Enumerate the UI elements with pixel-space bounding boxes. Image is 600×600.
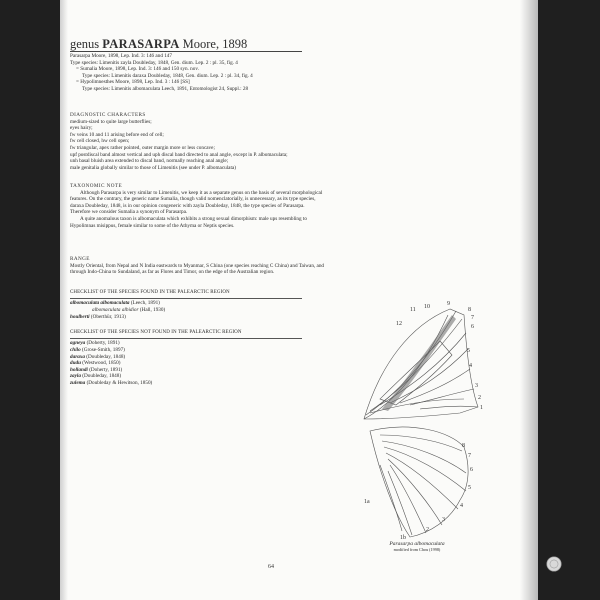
figure-credit: modified from Chou (1998) xyxy=(393,547,441,552)
page-edge-shadow xyxy=(520,0,538,600)
range-line: Mostly Oriental, from Nepal and N India eastwards to Myanmar, S China (one species reaching C China) and Taiwan, and xyxy=(70,262,325,269)
forewing-vein-label: 12 xyxy=(396,321,402,327)
diagnostic-section xyxy=(70,112,288,171)
forewing-vein-label: 11 xyxy=(410,307,416,313)
hindwing-vein-label: 8 xyxy=(462,443,465,449)
section-heading: RANGE xyxy=(70,256,90,262)
hindwing-vein-label: 7 xyxy=(468,453,471,459)
corner-stamp-icon xyxy=(545,555,563,573)
hindwing-vein-label: 4 xyxy=(460,503,463,509)
forewing-vein-label: 3 xyxy=(475,383,478,389)
genus-word: genus xyxy=(70,37,100,51)
section-heading: DIAGNOSTIC CHARACTERS xyxy=(70,112,146,118)
hindwing-vein-label: 1b xyxy=(400,535,406,541)
taxonomic-line: A quite anomalous taxon is albomaculata which exhibits a strong sexual dimorphism: male ups resembling to xyxy=(80,215,307,222)
genus-heading xyxy=(70,37,247,51)
hindwing-vein-label: 3 xyxy=(442,517,445,523)
heading-rule xyxy=(70,51,302,52)
forewing-vein-label: 6 xyxy=(471,324,474,330)
checklist-non-palearctic xyxy=(70,330,302,387)
forewing-vein-label: 7 xyxy=(471,315,474,321)
species-entry: albomaculata albomaculata (Leech, 1891) xyxy=(70,300,160,307)
species-entry: houlberti (Oberthür, 1913) xyxy=(70,313,126,320)
hindwing-vein-label: 1a xyxy=(364,499,370,505)
figure-caption-title: Parasarpa albomaculata xyxy=(389,541,445,547)
species-entry: chilo (Grose-Smith, 1897) xyxy=(70,346,125,353)
forewing-vein-label: 5 xyxy=(467,348,470,354)
species-entry: dudu (Westwood, 1850) xyxy=(70,360,121,367)
taxonomic-line: Although Parasarpa is very similar to Limenitis, we keep it as a separate genus on the basis of several morphological xyxy=(80,189,323,196)
forewing-vein-label: 2 xyxy=(478,395,481,401)
diagnostic-line: fw cell closed, hw cell open; xyxy=(70,138,130,145)
hindwing-outline xyxy=(370,427,468,537)
taxonomic-line: Hypolimnas misippus, female similar to some of the Athyma or Neptis species. xyxy=(70,222,235,229)
species-entry: hollandi (Doherty, 1891) xyxy=(70,366,123,373)
taxonomic-line: features. On the contrary, the generic name Sumalia, though valid nomenclatorially, is unnecessary, as its type species, xyxy=(70,196,316,203)
page-gutter-shadow xyxy=(60,0,68,600)
species-entry: agneya (Doherty, 1891) xyxy=(70,340,120,347)
species-entry: daraxa (Doubleday, 1848) xyxy=(70,353,126,360)
diagnostic-line: male genitalia globally similar to those of Limenitis (see under P. albomaculata) xyxy=(70,164,236,171)
diagnostic-line: eyes hairy; xyxy=(70,125,93,132)
genus-name: PARASARPA xyxy=(102,37,180,51)
range-section xyxy=(70,256,324,276)
hindwing-vein-label: 2 xyxy=(426,527,429,533)
species-entry: zayla (Doubleday, 1848) xyxy=(70,373,122,380)
checklist-palearctic xyxy=(70,290,302,320)
synonymy-block xyxy=(70,53,253,93)
synonymy-line: Type species: Limenitis albomaculata Leech, 1891, Entomologist 24, Suppl.: 28 xyxy=(82,85,249,92)
figure-caption xyxy=(362,541,472,552)
forewing-vein-label: 8 xyxy=(468,307,471,313)
diagnostic-line: fw triangular, apex rather pointed, outer margin more or less concave; xyxy=(70,144,215,151)
synonymy-line: = Hypolimnesthes Moore, 1898, Lep. Ind. 3 : 146 [SS] xyxy=(76,79,190,86)
species-entry: albomaculata albidior (Hall, 1930) xyxy=(92,306,166,313)
checklist-heading: CHECKLIST OF THE SPECIES NOT FOUND IN THE PALEARCTIC REGION xyxy=(70,330,242,335)
diagnostic-line: unh basal bluish area extended to discal band, normally reaching anal angle; xyxy=(70,158,229,165)
synonymy-line: Type species: Limenitis daraxa Doubleday, 1848, Gen. dium. Lep. 2 : pl. 34, fig. 4 xyxy=(82,72,253,79)
hindwing-vein-label: 6 xyxy=(470,467,473,473)
synonymy-line: = Sumalia Moore, 1898, Lep. Ind. 3: 146 and 150 syn. nov. xyxy=(76,66,199,73)
range-line: through Indo-China to Sundaland, as far as Flores and Timor, on the edge of the Australian region. xyxy=(70,269,275,276)
taxonomic-line: Therefore we consider Sumalia a synonym of Parasarpa. xyxy=(70,209,188,216)
species-entry: zulema (Doubleday & Hewitson, 1850) xyxy=(70,379,153,386)
page-number: 64 xyxy=(268,564,274,570)
hindwing-vein-label: 5 xyxy=(468,485,471,491)
diagnostic-line: upf postdiscal band almost vertical and uph discal band directed to anal angle, except in P. albomaculata; xyxy=(70,151,288,158)
genus-author: Moore, 1898 xyxy=(182,37,248,51)
synonymy-line: Type species: Limenitis zayla Doubleday, 1848, Gen. dium. Lep. 2 : pl. 35, fig. 4 xyxy=(70,59,238,66)
checklist-rule xyxy=(70,298,302,299)
taxonomic-line: daraxa Doubleday, 1848, is in our opinion congeneric with zayla Doubleday, 1848, the type species of Parasarpa. xyxy=(70,202,305,209)
checklist-heading: CHECKLIST OF THE SPECIES FOUND IN THE PALEARCTIC REGION xyxy=(70,290,230,295)
diagnostic-line: medium-sized to quite large butterflies; xyxy=(70,118,152,125)
wing-venation-figure xyxy=(340,295,490,545)
forewing-costal-band xyxy=(382,315,456,411)
synonymy-line: Parasarpa Moore, 1898, Lep. Ind. 3: 146 and 147 xyxy=(70,53,172,59)
diagnostic-line: fw veins 10 and 11 arising before end of cell; xyxy=(70,131,164,138)
section-heading: TAXONOMIC NOTE xyxy=(70,183,123,189)
taxonomic-section xyxy=(70,183,322,229)
forewing-vein-label: 4 xyxy=(469,363,472,369)
forewing-vein-label: 1 xyxy=(480,405,483,411)
forewing-vein-label: 9 xyxy=(447,301,450,307)
forewing-vein-label: 10 xyxy=(424,304,430,310)
checklist-rule xyxy=(70,338,302,339)
